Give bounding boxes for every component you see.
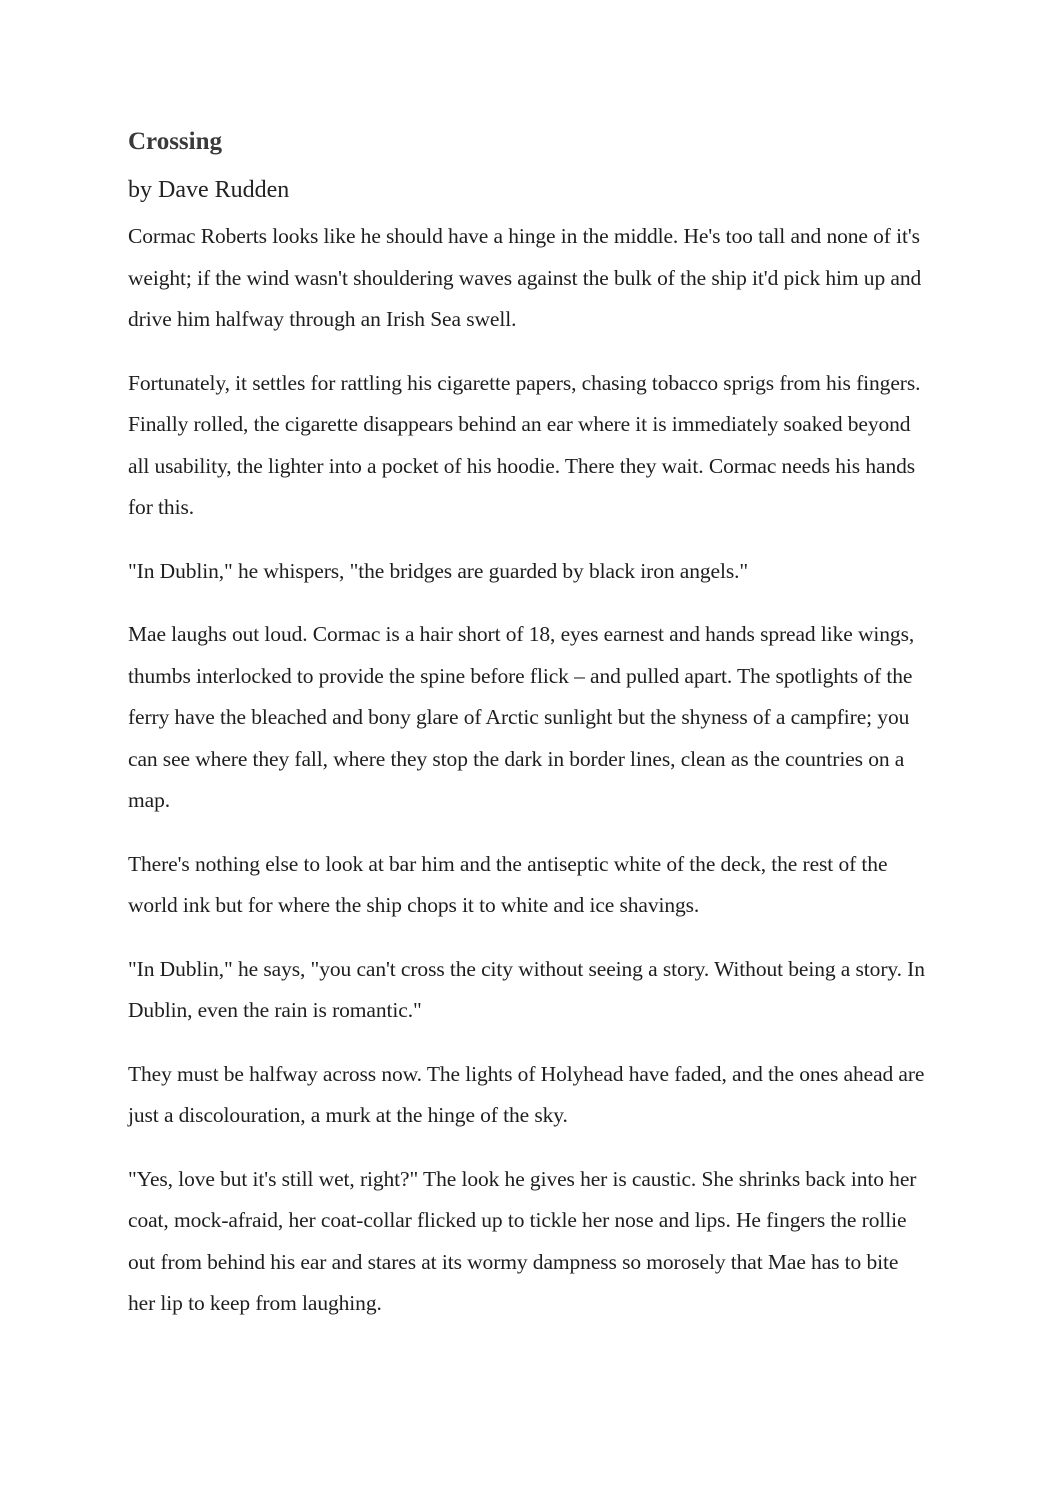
paragraph: "In Dublin," he whispers, "the bridges are guarded by black iron angels." [128, 558, 749, 583]
author-byline: by Dave Rudden [128, 177, 290, 203]
story-title: Crossing [128, 128, 223, 155]
paragraph: "Yes, love but it's still wet, right?" The look he gives her is caustic. She shrinks back into her coat, mock-afraid, her coat-collar flicked up to tickle her nose and lips. He fingers the rollie out from behind his ear and stares at its wormy dampness so morosely that Mae has to bite her lip to keep from laughing. [128, 1166, 917, 1315]
paragraph: "In Dublin," he says, "you can't cross the city without seeing a story. Without being a story. In Dublin, even the rain is romantic." [128, 956, 925, 1022]
paragraph: Cormac Roberts looks like he should have a hinge in the middle. He's too tall and none of it's weight; if the wind wasn't shouldering waves against the bulk of the ship it'd pick him up and drive him halfway through an Irish Sea swell. [128, 224, 922, 331]
paragraph: There's nothing else to look at bar him and the antiseptic white of the deck, the rest of the world ink but for where the ship chops it to white and ice shavings. [128, 851, 888, 917]
paragraph: They must be halfway across now. The lights of Holyhead have faded, and the ones ahead are just a discolouration, a murk at the hinge of the sky. [128, 1061, 925, 1127]
document-body [128, 124, 928, 1347]
paragraph: Mae laughs out loud. Cormac is a hair short of 18, eyes earnest and hands spread like wings, thumbs interlocked to provide the spine before flick – and pulled apart. The spotlights of the ferry have the bleached and bony glare of Arctic sunlight but the shyness of a campfire; you can see where they fall, where they stop the dark in border lines, clean as the countries on a map. [128, 622, 915, 812]
paragraph: Fortunately, it settles for rattling his cigarette papers, chasing tobacco sprigs from his fingers. Finally rolled, the cigarette disappears behind an ear where it is immediately soaked beyond all usability, the lighter into a pocket of his hoodie. There they wait. Cormac needs his hands for this. [128, 370, 921, 519]
